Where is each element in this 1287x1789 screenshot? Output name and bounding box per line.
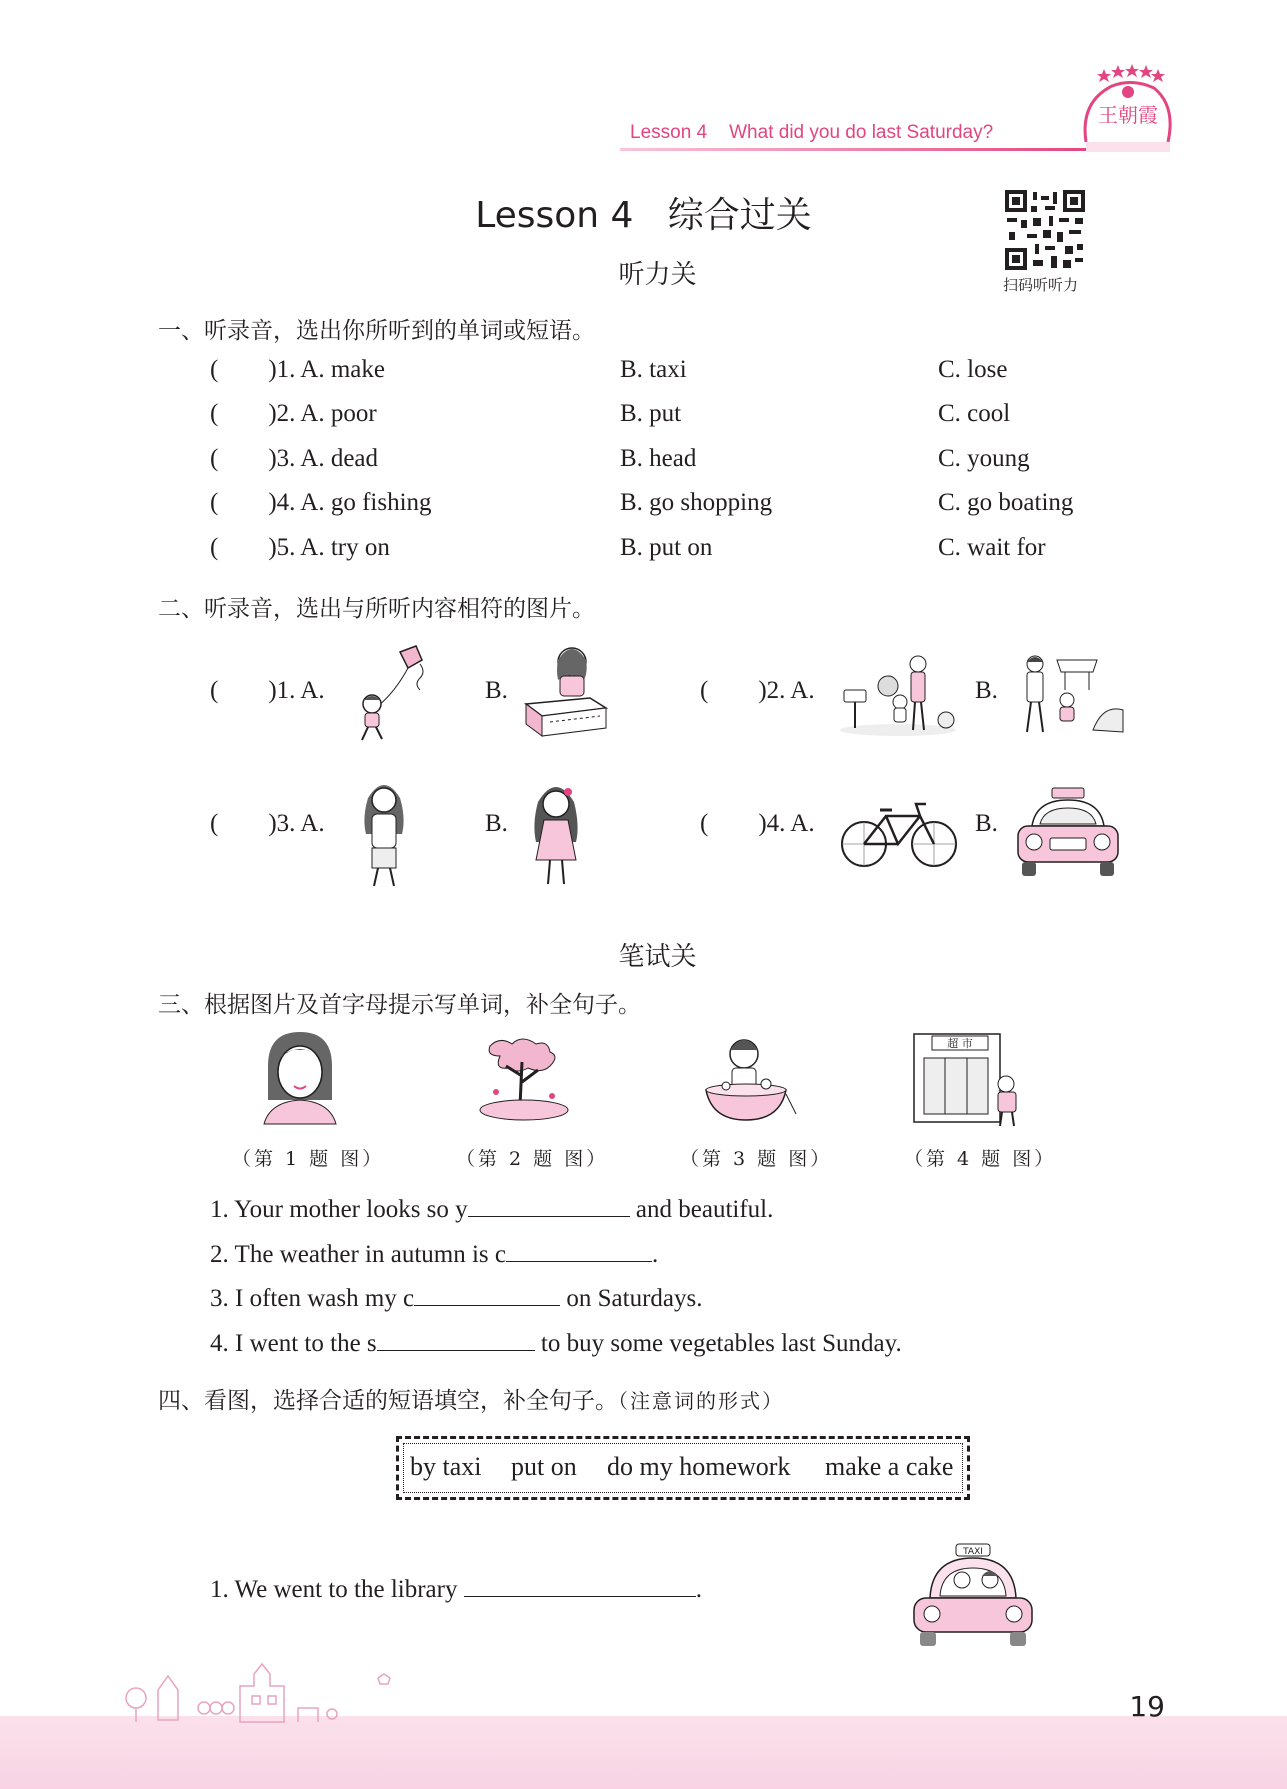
part1-item-2-b: B. put bbox=[620, 400, 682, 427]
part4-instruction-text: 四、看图，选择合适的短语填空，补全句子。 bbox=[158, 1388, 618, 1414]
sentence-1-start: 1. Your mother looks so y bbox=[210, 1196, 468, 1223]
sentence-4-start: 4. I went to the s bbox=[210, 1330, 377, 1357]
sentence-3-start: 3. I often wash my c bbox=[210, 1285, 415, 1312]
part1-item-3-c: C. young bbox=[938, 445, 1030, 472]
part1-item-4-a: ( )4. A. go fishing bbox=[210, 489, 432, 516]
part2-item-4-label: ( )4. A. bbox=[700, 810, 815, 837]
part1-item-3-a: ( )3. A. dead bbox=[210, 445, 379, 472]
part4-instruction bbox=[158, 1382, 784, 1415]
part1-instruction: 一、听录音，选出你所听到的单词或短语。 bbox=[158, 318, 595, 344]
publisher-logo bbox=[1072, 62, 1184, 162]
footer-decoration bbox=[118, 1648, 418, 1724]
kite-boy-picture bbox=[350, 642, 438, 742]
part2-item-1-b: B. bbox=[485, 677, 508, 704]
taxi-sign: TAXI bbox=[963, 1547, 983, 1557]
part1-item-4-c: C. go boating bbox=[938, 489, 1074, 516]
part3-sentence-2 bbox=[210, 1239, 658, 1269]
answer-blank-2[interactable] bbox=[506, 1239, 652, 1262]
part2-instruction: 二、听录音，选出与所听内容相符的图片。 bbox=[158, 596, 595, 622]
part4-answer-blank-1[interactable] bbox=[464, 1574, 696, 1597]
part1-item-3-b: B. head bbox=[620, 445, 697, 472]
family-park-picture bbox=[838, 650, 958, 738]
girl-in-shirt-picture bbox=[356, 778, 412, 890]
part1-item-5-b: B. put on bbox=[620, 534, 713, 561]
qr-caption: 扫码听听力 bbox=[1003, 276, 1079, 294]
answer-blank-1[interactable] bbox=[468, 1194, 630, 1217]
part1-item-5-c: C. wait for bbox=[938, 534, 1046, 561]
girl-in-dress-picture bbox=[528, 780, 584, 892]
part1-item-1-a: ( )1. A. make bbox=[210, 356, 385, 383]
father-son-picture bbox=[1005, 650, 1125, 738]
supermarket-sign: 超 市 bbox=[947, 1037, 973, 1050]
autumn-tree-picture bbox=[476, 1036, 572, 1124]
phrase-make-a-cake: make a cake bbox=[825, 1452, 954, 1481]
part2-item-2-label: ( )2. A. bbox=[700, 677, 815, 704]
part1-item-1-b: B. taxi bbox=[620, 356, 687, 383]
phrase-do-my-homework: do my homework bbox=[607, 1452, 791, 1481]
sentence-3-end: on Saturdays. bbox=[560, 1285, 703, 1312]
part4-sentence-1-start: 1. We went to the library bbox=[210, 1576, 464, 1603]
part2-item-3-label: ( )3. A. bbox=[210, 810, 325, 837]
running-header bbox=[630, 122, 1015, 144]
logo-text: 王朝霞 bbox=[1098, 103, 1158, 127]
girl-making-cake-picture bbox=[520, 642, 612, 738]
part2-item-1-label: ( )1. A. bbox=[210, 677, 325, 704]
listening-heading: 听力关 bbox=[618, 260, 697, 290]
phrase-put-on: put on bbox=[511, 1452, 577, 1481]
running-lesson: Lesson 4 bbox=[630, 122, 708, 143]
part1-item-1-c: C. lose bbox=[938, 356, 1008, 383]
header-rule bbox=[620, 148, 1090, 151]
part1-item-4-b: B. go shopping bbox=[620, 489, 773, 516]
writing-heading: 笔试关 bbox=[618, 942, 697, 972]
page-number: 19 bbox=[1129, 1690, 1165, 1723]
caption-picture-1: （第 1 题 图） bbox=[232, 1148, 385, 1170]
sentence-2-end: . bbox=[651, 1241, 659, 1268]
part2-item-2-b: B. bbox=[975, 677, 998, 704]
sentence-2-start: 2. The weather in autumn is c bbox=[210, 1241, 506, 1268]
bicycle-picture bbox=[840, 796, 958, 870]
part4-note: （注意词的形式） bbox=[618, 1389, 784, 1413]
part4-sentence-1-end: . bbox=[695, 1576, 702, 1603]
sentence-4-end: to buy some vegetables last Sunday. bbox=[534, 1330, 902, 1357]
caption-picture-3: （第 3 题 图） bbox=[680, 1148, 833, 1170]
caption-picture-4: （第 4 题 图） bbox=[904, 1148, 1057, 1170]
supermarket-picture bbox=[912, 1032, 1028, 1128]
part3-sentence-3 bbox=[210, 1283, 702, 1313]
part1-item-5-a: ( )5. A. try on bbox=[210, 534, 390, 561]
taxi-ride-picture bbox=[910, 1542, 1036, 1650]
page-title: Lesson 4 综合过关 bbox=[475, 195, 812, 236]
boy-washing-clothes-picture bbox=[696, 1034, 800, 1126]
answer-blank-3[interactable] bbox=[414, 1283, 560, 1306]
phrase-by-taxi: by taxi bbox=[410, 1452, 482, 1481]
caption-picture-2: （第 2 题 图） bbox=[456, 1148, 609, 1170]
part3-sentence-1 bbox=[210, 1194, 773, 1224]
part2-item-4-b: B. bbox=[975, 810, 998, 837]
part3-sentence-4 bbox=[210, 1328, 902, 1358]
answer-blank-4[interactable] bbox=[377, 1328, 535, 1351]
part1-item-2-a: ( )2. A. poor bbox=[210, 400, 377, 427]
sentence-1-end: and beautiful. bbox=[629, 1196, 774, 1223]
taxi-car-picture bbox=[1012, 786, 1124, 882]
part2-item-3-b: B. bbox=[485, 810, 508, 837]
footer-band bbox=[0, 1716, 1287, 1789]
part3-instruction: 三、根据图片及首字母提示写单词，补全句子。 bbox=[158, 992, 641, 1018]
part4-sentence-1 bbox=[210, 1574, 702, 1604]
part1-item-2-c: C. cool bbox=[938, 400, 1011, 427]
mother-portrait-picture bbox=[260, 1030, 340, 1126]
running-title: What did you do last Saturday? bbox=[729, 122, 994, 143]
